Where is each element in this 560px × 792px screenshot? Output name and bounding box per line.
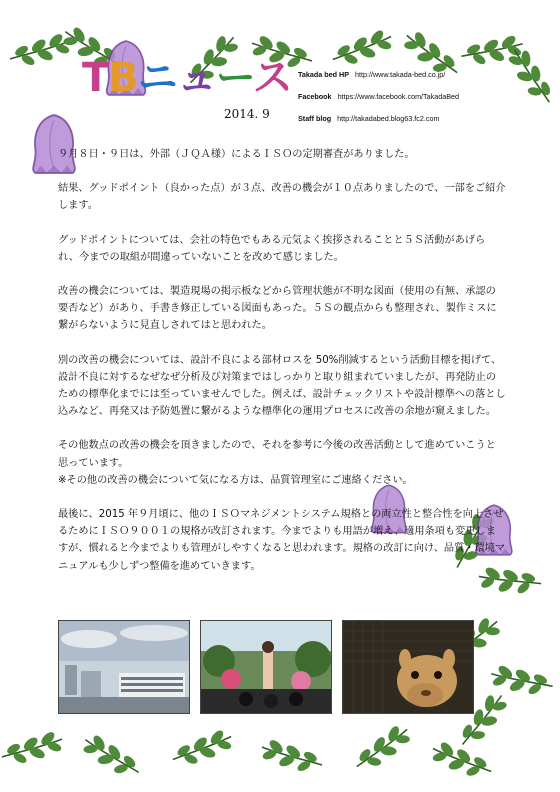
title-char: ス — [252, 55, 292, 101]
photo-building — [58, 620, 190, 714]
blog-label: Staff blog — [298, 114, 332, 123]
hp-link[interactable]: http://www.takada-bed.co.jp/ — [355, 70, 446, 79]
article-note: ※その他の改善の機会について気になる方は、品質管理室にご連絡ください。 — [58, 474, 413, 486]
title-char: B — [108, 55, 138, 101]
hp-link-row — [298, 70, 459, 79]
title-char: T — [82, 55, 109, 101]
leaf-sprig-icon — [330, 28, 394, 68]
article-paragraph: 改善の機会については、製造現場の掲示板などから管理状態が不明な図面（使用の有無、承認の要否など）があり、手書き修正している図面もあった。５Ｓの観点からも整理され、製作ミスに繋がらないように見直しされてはと思われた。 — [58, 286, 497, 332]
leaf-sprig-icon — [0, 728, 64, 768]
article-paragraph: 別の改善の機会については、設計不良による部材ロスを 50%削減するという活動目標を掲げて、設計不良に対するなぜなぜ分析及び対策まではしっかりと取り組まれていましたが、再発防止のための標準化までには至っていませんでした。例えば、設計チェックリストや設計標準への落とし込みなど、再発又は予防処置に繋がるような標準化の運用プロセスに改善の余地が窺えました。 — [58, 354, 506, 418]
leaf-sprig-icon — [430, 740, 494, 780]
facebook-link-row — [298, 92, 459, 101]
article-body — [58, 146, 506, 592]
blog-link[interactable]: http://takadabed.blog63.fc2.com — [337, 114, 440, 123]
article-paragraph: その他数点の改善の機会を頂きましたので、それを参考に今後の改善活動として進めていこうと思っています。 — [58, 440, 496, 469]
newsletter-title — [82, 55, 292, 101]
hp-label: Takada bed HP — [298, 70, 349, 79]
issue-date: 2014. 9 — [224, 107, 270, 121]
photo-event-stage — [200, 620, 332, 714]
contact-links — [298, 70, 459, 136]
article-paragraph: 最後に、2015 年９月頃に、他のＩＳＯマネジメントシステム規格との両立性と整合性を向上させるためにＩＳＯ９００１の規格が改訂されます。今までよりも用語が増え、適用条項も変更しますが、慣れると今までよりも管理がしやすくなると思われます。規格の改訂に向け、品質・環境マニュアルも少しずつ整備を進めていきます。 — [58, 509, 506, 572]
article-paragraph: グッドポイントについては、会社の特色でもある元気よく挨拶されることと５Ｓ活動があげられ、今までの取組が間違っていないことを改めて感じました。 — [58, 234, 486, 263]
article-paragraph: ９月８日・９日は、外部（ＪＱＡ様）によるＩＳＯの定期審査がありました。 — [58, 149, 415, 160]
leaf-sprig-icon — [260, 736, 324, 776]
leaf-sprig-icon — [500, 56, 560, 96]
facebook-label: Facebook — [298, 92, 332, 101]
photo-alpaca — [342, 620, 474, 714]
leaf-sprig-icon — [170, 728, 234, 768]
leaf-sprig-icon — [80, 736, 144, 776]
title-char: ー — [215, 55, 253, 101]
blog-link-row — [298, 114, 459, 123]
leaf-sprig-icon — [400, 34, 464, 74]
leaf-sprig-icon — [350, 728, 414, 768]
title-char: ュ — [176, 55, 216, 101]
facebook-link[interactable]: https://www.facebook.com/TakadaBed — [337, 92, 460, 101]
title-char: ニ — [137, 55, 177, 101]
article-paragraph: 結果、グッドポイント（良かった点）が３点、改善の機会が１０点ありましたので、一部をご紹介します。 — [58, 183, 506, 212]
